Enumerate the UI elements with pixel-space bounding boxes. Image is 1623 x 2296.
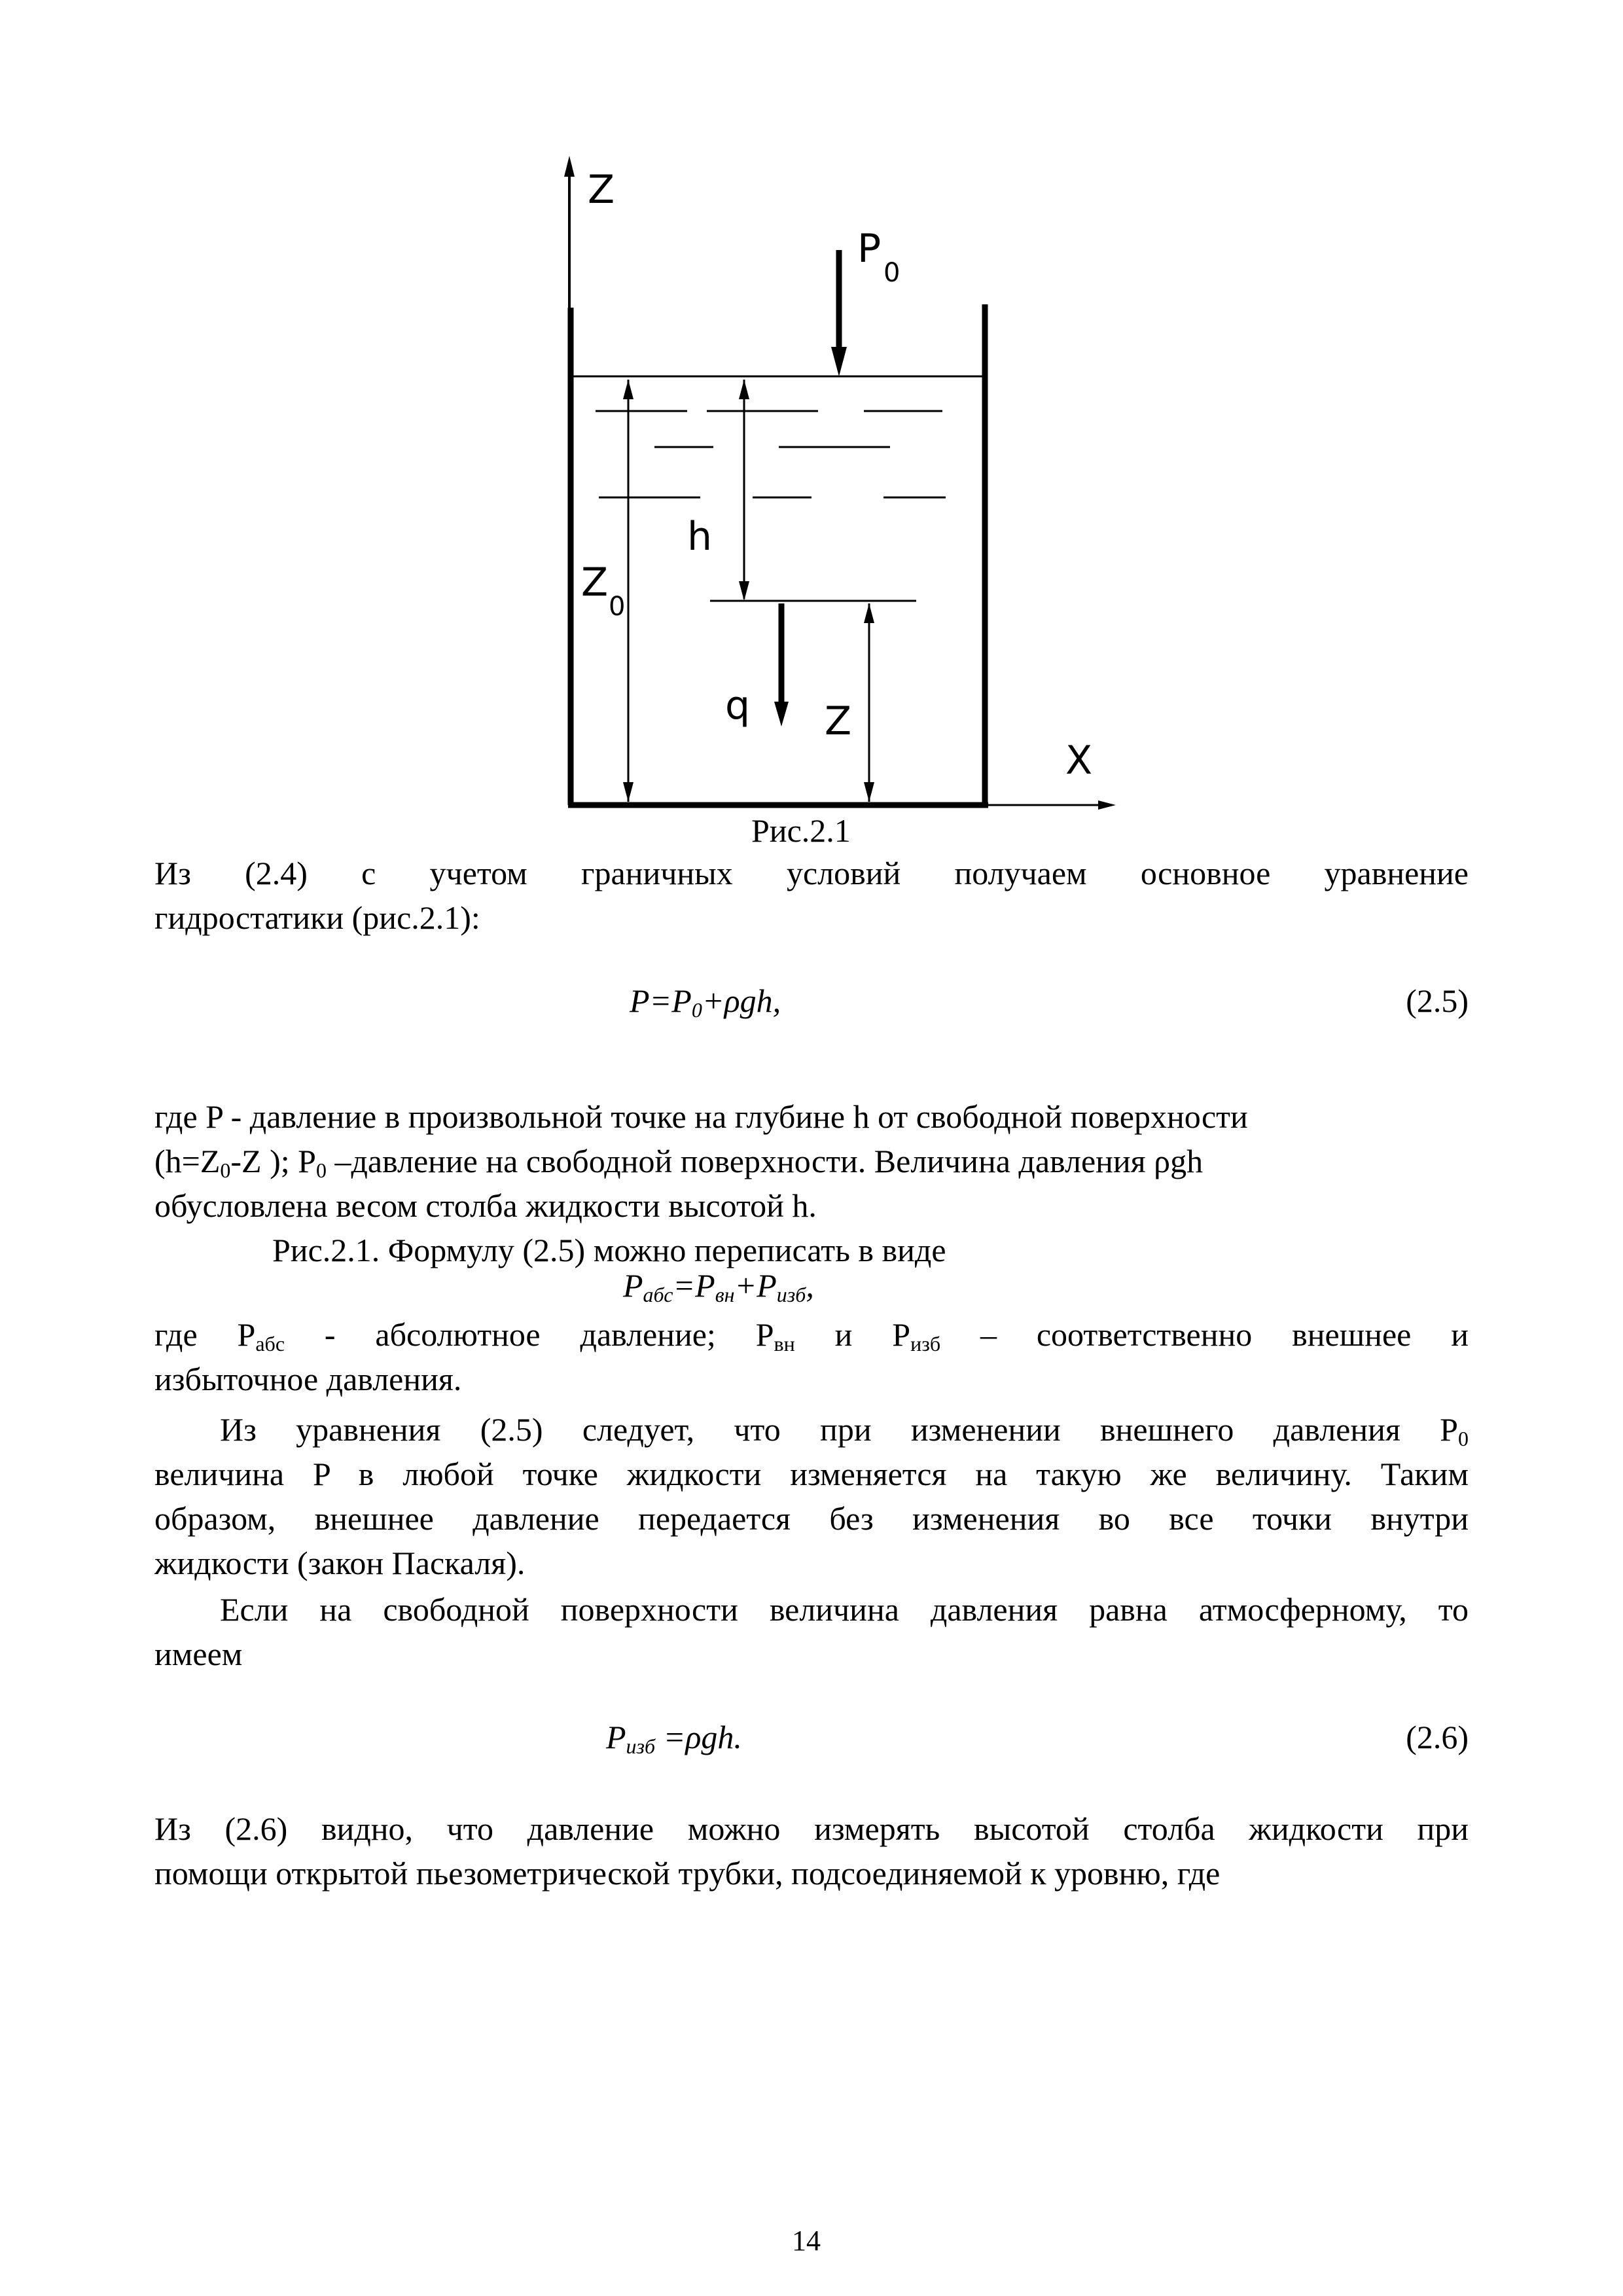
z-label: Z xyxy=(825,698,852,744)
text-line: помощи открытой пьезометрической трубки, подсоединяемой к уровню, где xyxy=(154,1855,1221,1892)
eq-part: +P xyxy=(734,1267,777,1304)
text-part: –давление на свободной поверхности. Величина давления ρgh xyxy=(326,1143,1204,1179)
z0-label: Z xyxy=(581,560,609,605)
equation-2-5 xyxy=(154,982,1469,1028)
x-axis-label: X xyxy=(1065,738,1093,783)
x-axis-arrow xyxy=(1098,800,1116,810)
equation-formula xyxy=(606,1718,742,1756)
figure-caption: Рис.2.1 xyxy=(751,812,851,849)
z0-subscript: 0 xyxy=(609,592,626,622)
paragraph-4 xyxy=(154,1407,1469,1585)
page-number: 14 xyxy=(792,2225,821,2257)
subscript: вн xyxy=(774,1332,795,1355)
text-line: Если на свободной поверхности величина давления равна атмосферному, то xyxy=(220,1591,1469,1628)
text-line xyxy=(154,1407,1469,1452)
figure-2-1 xyxy=(497,151,1152,818)
z0-arrow-bottom xyxy=(623,782,633,802)
paragraph-3 xyxy=(154,1312,1469,1401)
eq-part: =ρgh. xyxy=(655,1719,742,1755)
text-line: имеем xyxy=(154,1636,243,1672)
equation-formula xyxy=(623,1266,814,1304)
subscript: изб xyxy=(910,1332,941,1355)
eq-part: P xyxy=(606,1719,626,1755)
eq-part: P=P xyxy=(630,982,692,1019)
text-part: (h=Z xyxy=(154,1143,221,1179)
text-line xyxy=(154,1139,1469,1183)
text-line: Рис.2.1. Формулу (2.5) можно переписать в виде xyxy=(272,1232,946,1268)
text-part: -Z ); P xyxy=(230,1143,316,1179)
subscript: 0 xyxy=(220,1158,231,1182)
text-part: где P xyxy=(154,1316,256,1353)
equation-absolute-pressure xyxy=(154,1266,1469,1312)
text-line: образом, внешнее давление передается без изменения во все точки внутри xyxy=(154,1500,1469,1537)
text-line: где P - давление в произвольной точке на глубине h от свободной поверхности xyxy=(154,1098,1248,1135)
text-line: гидростатики (рис.2.1): xyxy=(154,899,480,936)
equation-2-6 xyxy=(154,1718,1469,1764)
eq-part: , xyxy=(806,1267,814,1304)
text-part: и P xyxy=(794,1316,911,1353)
q-label: q xyxy=(725,683,751,728)
p0-subscript: 0 xyxy=(883,258,901,288)
h-label: h xyxy=(687,514,713,560)
paragraph-1 xyxy=(154,851,1469,940)
eq-part: P xyxy=(623,1267,643,1304)
q-arrow-head xyxy=(774,702,789,726)
paragraph-5 xyxy=(154,1587,1469,1676)
z0-arrow-top xyxy=(623,380,633,399)
text-line: Из (2.6) видно, что давление можно измерять высотой столба жидкости при xyxy=(154,1810,1469,1847)
text-line: обусловлена весом столба жидкости высотой h. xyxy=(154,1187,817,1224)
subscript: 0 xyxy=(1458,1427,1469,1450)
z-axis-label: Z xyxy=(588,167,615,213)
equation-formula xyxy=(630,982,781,1020)
eq-subscript: абс xyxy=(643,1283,673,1306)
equation-number: (2.6) xyxy=(1406,1719,1469,1755)
paragraph-2 xyxy=(154,1094,1469,1272)
eq-part: =P xyxy=(673,1267,715,1304)
eq-subscript: изб xyxy=(776,1283,806,1306)
p0-label xyxy=(857,226,881,272)
h-arrow-top xyxy=(739,380,749,399)
text-line: избыточное давления. xyxy=(154,1361,462,1397)
z-axis-arrow xyxy=(564,156,575,177)
text-line: жидкости (закон Паскаля). xyxy=(154,1545,526,1581)
eq-subscript: вн xyxy=(715,1283,735,1306)
subscript: абс xyxy=(255,1332,285,1355)
eq-part: +ρgh, xyxy=(702,982,781,1019)
text-line: величина P в любой точке жидкости изменяется на такую же величину. Таким xyxy=(154,1456,1469,1492)
text-part: - абсолютное давление; P xyxy=(285,1316,774,1353)
eq-subscript: 0 xyxy=(691,998,702,1022)
p0-arrow-head xyxy=(831,347,847,376)
text-part: – соответственно внешнее и xyxy=(940,1316,1469,1353)
h-arrow-bottom xyxy=(739,581,749,601)
p0-main: P xyxy=(857,226,882,272)
z-arrow-bottom xyxy=(864,782,874,802)
equation-number: (2.5) xyxy=(1406,982,1469,1019)
text-line: Из (2.4) с учетом граничных условий получаем основное уравнение xyxy=(154,855,1469,891)
paragraph-6 xyxy=(154,1806,1469,1895)
text-line xyxy=(154,1312,1469,1357)
subscript: 0 xyxy=(315,1158,327,1182)
hydrostatics-diagram xyxy=(497,151,1152,818)
text-part: Из уравнения (2.5) следует, что при изменении внешнего давления P xyxy=(220,1411,1458,1448)
z-arrow-top xyxy=(864,603,874,623)
eq-subscript: изб xyxy=(626,1734,656,1758)
